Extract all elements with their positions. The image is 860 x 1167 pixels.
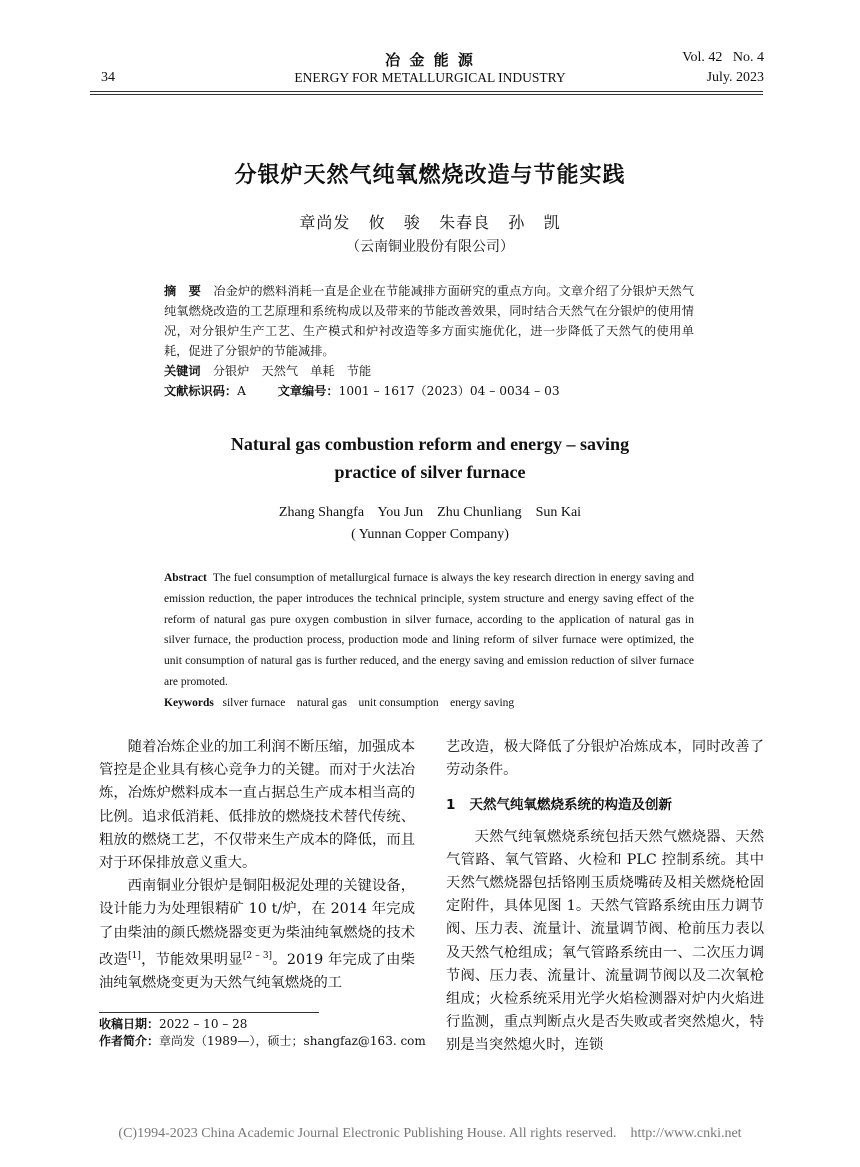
keywords-en (164, 693, 694, 714)
abstract-text-en: The fuel consumption of metallurgical furnace is always the key research direction in energy saving and emission reduction, the paper introduces the technical principle, system structure and energy saving effect of the reform of natural gas pure oxygen combustion in silver furnace, according to the application of natural gas in silver furnace, the production process, production mode and lining reform of silver furnace were optimized, the unit consumption of natural gas is further reduced, and the energy saving and emission reduction of silver furnace are promoted. (164, 572, 695, 688)
keywords-text-cn: 分银炉 天然气 单耗 节能 (212, 364, 372, 378)
section-number: 1 (446, 797, 456, 814)
section-1-paragraph: 天然气纯氧燃烧系统包括天然气燃烧器、天然气管路、氧气管路、火检和 PLC 控制系统。其中天然气燃烧器包括铬刚玉质烧嘴砖及相关燃烧枪固定附件，具体见图 1。天然气管路系统由压力调节阀、压力表、流量计、流量调节阀、枪前压力表以及天然气枪组成；氧气管路系统由一、二次压力调节阀、压力表、流量计、流量调节阀以及二次氧枪组成；火检系统采用光学火焰检测器对炉内火焰进行监测，重点判断点火是否失败或者突然熄火，特别是当突然熄火时，连锁 (446, 828, 764, 1054)
authors-en: Zhang Shangfa You Jun Zhu Chunliang Sun Kai (278, 505, 582, 520)
body-right-column (446, 736, 764, 1058)
journal-title-cn: 冶 金 能 源 (385, 51, 475, 69)
abstract-cn (164, 281, 694, 401)
keywords-text-en: silver furnace natural gas unit consumption energy saving (222, 696, 515, 709)
paper-title-en (0, 430, 860, 486)
authors-cn: 章尚发 攸 骏 朱春良 孙 凯 (299, 213, 561, 232)
body-left-column (99, 736, 415, 995)
paper-title-en-line2: practice of silver furnace (334, 462, 526, 482)
doc-code: A (237, 384, 246, 398)
abstract-text-cn: 冶金炉的燃料消耗一直是企业在节能减排方面研究的重点方向。文章介绍了分银炉天然气纯氧燃烧改造的工艺原理和系统构成以及带来的节能改善效果，同时结合天然气在分银炉的使用情况，对分银炉生产工艺、生产模式和炉衬改造等多方面实施优化，进一步降低了天然气的使用单耗，促进了分银炉的节能减排。 (164, 284, 695, 358)
paper-title-cn: 分银炉天然气纯氧燃烧改造与节能实践 (234, 163, 626, 188)
section-heading-1 (446, 794, 764, 817)
abstract-en (164, 568, 694, 714)
affiliation-cn: （云南铜业股份有限公司） (346, 239, 514, 255)
copyright-footer: (C)1994-2023 China Academic Journal Electronic Publishing House. All rights reserved. http://www.cnki.net (118, 1126, 742, 1141)
citation-1: [1] (128, 950, 141, 961)
doc-code-label: 文献标识码： (164, 384, 238, 398)
journal-title-en: ENERGY FOR METALLURGICAL INDUSTRY (294, 70, 566, 85)
page-number: 34 (101, 70, 115, 85)
abstract-label-en: Abstract (164, 572, 207, 584)
continued-paragraph: 艺改造，极大降低了分银炉冶炼成本，同时改善了劳动条件。 (446, 739, 764, 779)
article-no-label: 文章编号： (277, 384, 339, 398)
issue-date: July. 2023 (706, 70, 764, 85)
paper-title-en-line1: Natural gas combustion reform and energy – saving (230, 434, 630, 454)
citation-2-3: [2 – 3] (242, 950, 273, 961)
affiliation-en: ( Yunnan Copper Company) (351, 527, 509, 542)
header-rule-thin (90, 94, 763, 95)
keywords-label-cn: 关键词 (164, 364, 201, 378)
footnote (99, 1016, 439, 1050)
doc-codes (164, 381, 694, 401)
keywords-cn (164, 361, 694, 381)
section-title: 天然气纯氧燃烧系统的构造及创新 (469, 797, 673, 814)
intro-paragraph-1: 随着冶炼企业的加工利润不断压缩，加强成本管控是企业具有核心竞争力的关键。而对于火法冶炼，冶炼炉燃料成本一直占据总生产成本相当高的比例。追求低消耗、低排放的燃烧技术替代传统、粗放的燃烧工艺，不仅带来生产成本的降低，而且对于环保排放意义重大。 (99, 739, 415, 872)
abstract-label-cn: 摘 要 (164, 284, 201, 298)
volume-issue: Vol. 42 No. 4 (682, 50, 764, 65)
keywords-label-en: Keywords (164, 696, 214, 709)
article-no: 1001 – 1617（2023）04 – 0034 – 03 (338, 384, 560, 398)
intro-paragraph-2: 西南铜业分银炉是铜阳极泥处理的关键设备，设计能力为处理银精矿 10 t/炉，在 2014 年完成了由柴油的颜氏燃烧器变更为柴油纯氧燃烧的技术改造[1]，节能效果明显[2 – 3]。2019 年完成了由柴油纯氧燃烧变更为天然气纯氧燃烧的工 (99, 878, 416, 991)
received-date: 收稿日期：2022 – 10 – 28 (99, 1017, 248, 1031)
footnote-rule (99, 1012, 319, 1013)
author-bio: 作者简介：章尚发（1989—），硕士；shangfaz@163. com (99, 1034, 426, 1048)
header-rule (90, 91, 763, 92)
